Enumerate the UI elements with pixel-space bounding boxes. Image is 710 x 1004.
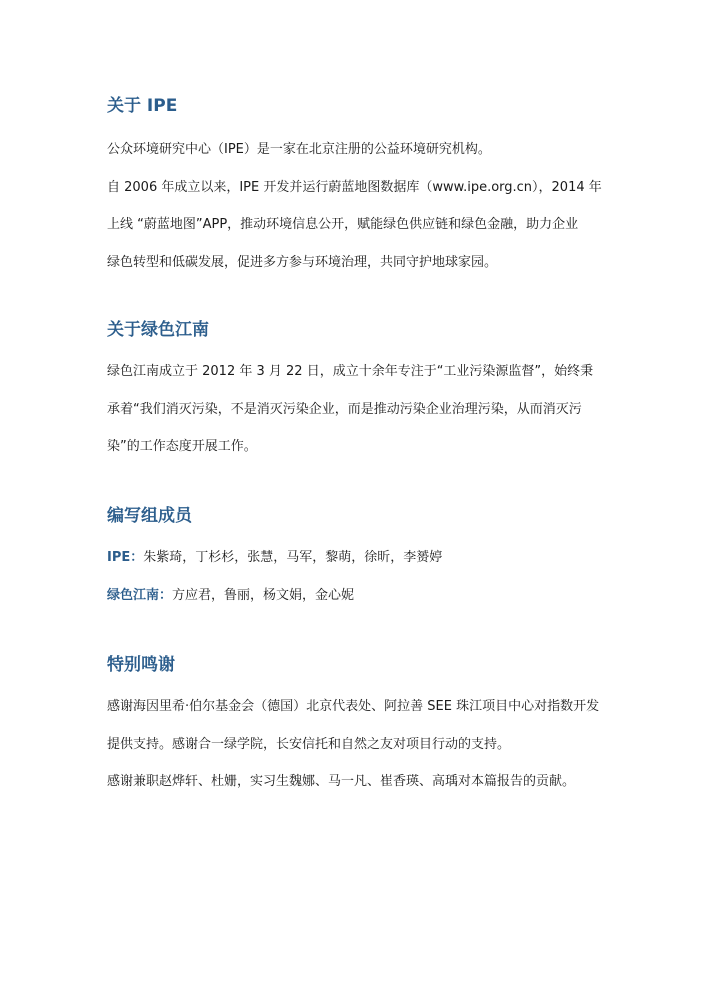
green-jiangnan-line-3: 染”的工作态度开展工作。 <box>107 439 257 454</box>
ipe-members-names: 朱紫琦，丁杉杉，张慧，马军，黎萌，徐昕，李赟婷 <box>143 550 443 565</box>
section-acknowledgements <box>107 653 607 801</box>
green-jiangnan-members-line <box>107 577 607 615</box>
green-jiangnan-members-names: 方应君，鲁丽，杨文娟，金心妮 <box>172 587 355 603</box>
green-jiangnan-line-2: 承着“我们消灭污染，不是消灭污染企业，而是推动污染企业治理污染，从而消灭污 <box>107 401 582 417</box>
ipe-history-line-2: 上线 “蔚蓝地图”APP，推动环境信息公开，赋能绿色供应链和绿色金融，助力企业 <box>107 217 579 232</box>
heading-about-green-jiangnan: 关于绿色江南 <box>107 320 209 340</box>
heading-acknowledgements: 特别鸣谢 <box>107 655 175 675</box>
acknowledgements-paragraph-1 <box>107 688 607 763</box>
ipe-intro-paragraph: 公众环境研究中心（IPE）是一家在北京注册的公益环境研究机构。 <box>107 142 491 157</box>
heading-about-ipe: 关于 IPE <box>107 96 178 116</box>
ipe-members-label: IPE： <box>107 550 144 565</box>
ipe-history-line-1: 自 2006 年成立以来，IPE 开发并运行蔚蓝地图数据库（www.ipe.org.cn），2014 年 <box>107 179 602 195</box>
green-jiangnan-paragraph <box>107 353 607 466</box>
ipe-members-line <box>107 539 607 577</box>
ipe-history-line-3: 绿色转型和低碳发展，促进多方参与环境治理，共同守护地球家园。 <box>107 254 498 270</box>
green-jiangnan-line-1: 绿色江南成立于 2012 年 3 月 22 日，成立十余年专注于“工业污染源监督”，始终秉 <box>107 364 594 379</box>
green-jiangnan-members-label: 绿色江南： <box>107 587 173 603</box>
section-about-green-jiangnan <box>107 318 607 466</box>
section-about-ipe <box>107 94 607 281</box>
acknowledgements-paragraph-2: 感谢兼职赵烨轩、杜姗，实习生魏娜、马一凡、崔香瑛、高瑀对本篇报告的贡献。 <box>107 774 576 789</box>
acknowledgements-line-2: 提供支持。感谢合一绿学院，长安信托和自然之友对项目行动的支持。 <box>107 736 511 752</box>
heading-editorial-team: 编写组成员 <box>107 506 192 526</box>
section-editorial-team <box>107 504 607 614</box>
acknowledgements-line-1: 感谢海因里希·伯尔基金会（德国）北京代表处、阿拉善 SEE 珠江项目中心对指数开发 <box>107 699 600 714</box>
ipe-history-paragraph <box>107 169 607 282</box>
